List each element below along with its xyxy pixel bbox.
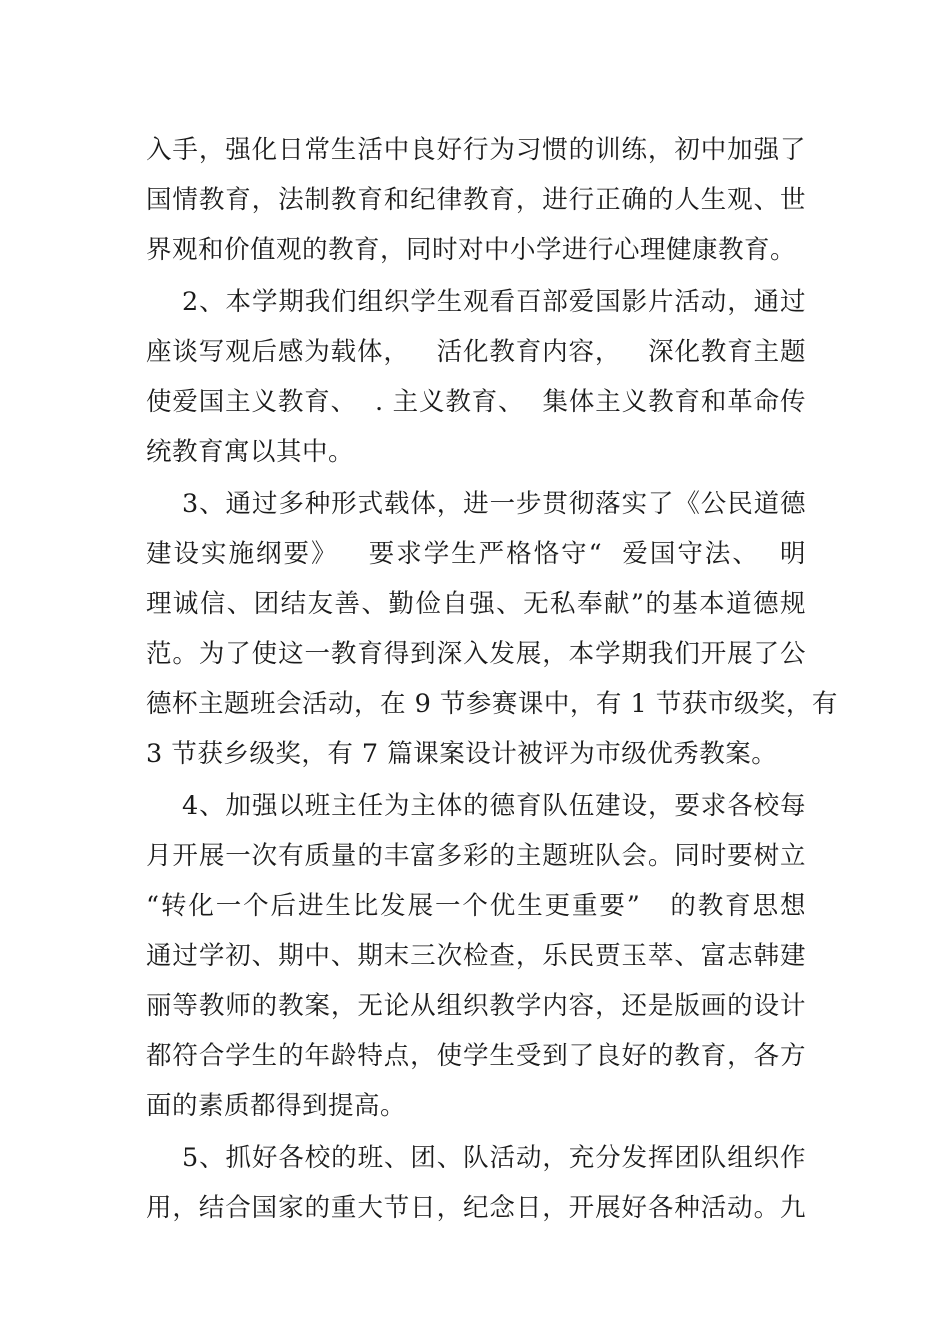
paragraph-start-line: 2、本学期我们组织学生观看百部爱国影片活动，通过 <box>146 287 806 317</box>
paragraph-start-line: 4、加强以班主任为主体的德育队伍建设，要求各校每 <box>146 791 806 821</box>
text-line: 建设实施纲要》 要求学生严格恪守“ 爱国守法、 明 <box>146 539 806 569</box>
text-line: 范。为了使这一教育得到深入发展，本学期我们开展了公 <box>146 639 806 669</box>
text-line: 用，结合国家的重大节日，纪念日，开展好各种活动。九 <box>146 1193 806 1223</box>
paragraph-start-line: 3、通过多种形式载体，进一步贯彻落实了《公民道德 <box>146 489 806 519</box>
text-line: 3 节获乡级奖，有 7 篇课案设计被评为市级优秀教案。 <box>146 739 778 769</box>
text-line: 座谈写观后感为载体， 活化教育内容， 深化教育主题 <box>146 337 806 367</box>
text-line: “转化一个后进生比发展一个优生更重要” 的教育思想 <box>146 891 806 921</box>
text-line: 丽等教师的教案，无论从组织教学内容，还是版画的设计 <box>146 991 806 1021</box>
text-line: 国情教育，法制教育和纪律教育，进行正确的人生观、世 <box>146 185 806 215</box>
text-line: 德杯主题班会活动，在 9 节参赛课中，有 1 节获市级奖，有 <box>146 689 838 719</box>
text-line: 面的素质都得到提高。 <box>146 1091 407 1121</box>
text-line: 使爱国主义教育、 . 主义教育、 集体主义教育和革命传 <box>146 387 806 417</box>
text-line: 界观和价值观的教育，同时对中小学进行心理健康教育。 <box>146 235 797 265</box>
text-line: 理诚信、团结友善、勤俭自强、无私奉献”的基本道德规 <box>146 589 806 619</box>
text-line: 统教育寓以其中。 <box>146 437 355 467</box>
text-line: 通过学初、期中、期末三次检查，乐民贾玉萃、富志韩建 <box>146 941 806 971</box>
text-line: 月开展一次有质量的丰富多彩的主题班队会。同时要树立 <box>146 841 806 871</box>
text-line: 都符合学生的年龄特点，使学生受到了良好的教育，各方 <box>146 1041 806 1071</box>
paragraph-start-line: 5、抓好各校的班、团、队活动，充分发挥团队组织作 <box>146 1143 806 1173</box>
text-line: 入手，强化日常生活中良好行为习惯的训练，初中加强了 <box>146 135 806 165</box>
